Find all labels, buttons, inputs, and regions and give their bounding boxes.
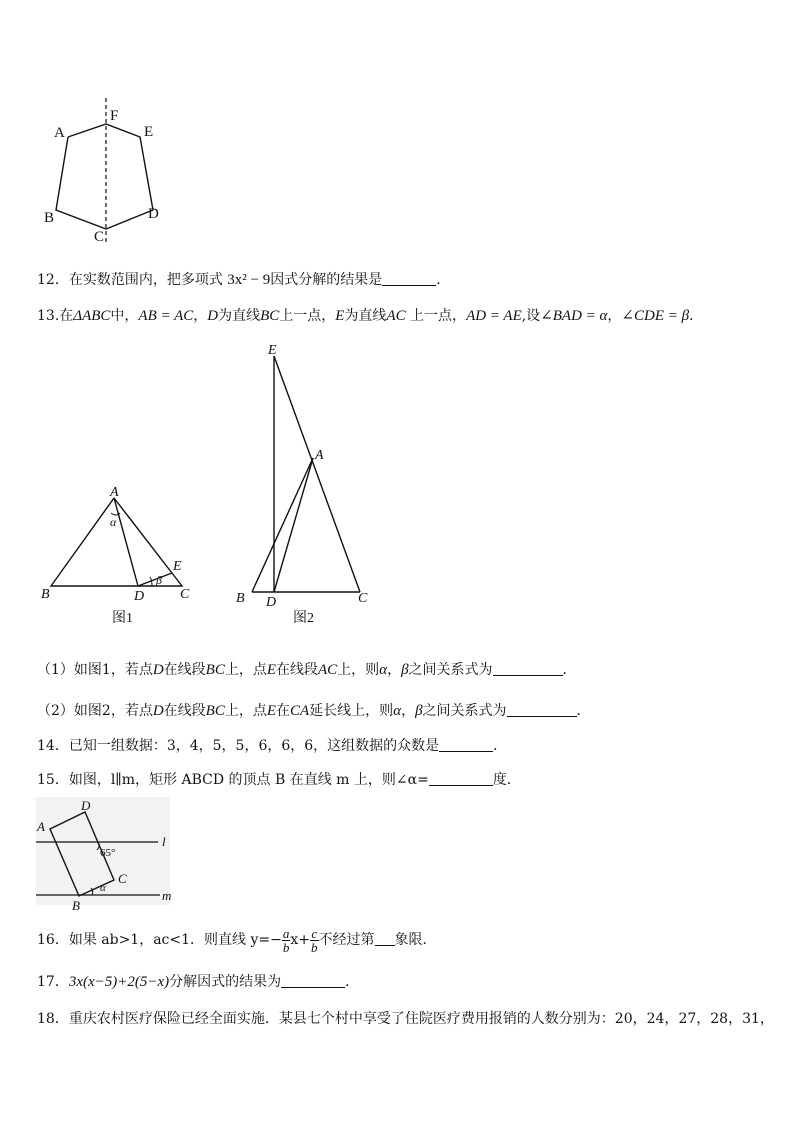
- question-14: 14．已知一组数据：3，4，5，5，6，6，6，这组数据的众数是 ．: [37, 738, 508, 754]
- q13-figures: [34, 338, 374, 633]
- question-13-part-1: （1）如图1，若点D在线段BC上，点E在线段AC上，则α，β之间关系式为 ．: [37, 662, 577, 678]
- answer-blank[interactable]: [493, 661, 563, 676]
- q12-expression: 3x² − 9: [227, 272, 271, 288]
- q15-angle-label: 65°: [100, 847, 116, 859]
- fraction-a-over-b: $\frac{a}{b}$: [282, 925, 290, 955]
- answer-blank[interactable]: [375, 931, 395, 946]
- question-18: 18．重庆农村医疗保险已经全面实施．某县七个村中享受了住院医疗费用报销的人数分别为：20，24，27，28，31，: [37, 1011, 774, 1027]
- q15-alpha: α: [100, 882, 106, 894]
- hexagon-label-e: E: [144, 124, 154, 140]
- fig2-label-d: D: [266, 595, 277, 610]
- fig2-label-c: C: [358, 591, 368, 606]
- answer-blank[interactable]: [281, 973, 345, 988]
- hexagon-label-b: B: [44, 210, 55, 226]
- hexagon-label-a: A: [54, 125, 65, 141]
- fig1-label-d: D: [134, 589, 145, 604]
- fig1-label-c: C: [180, 587, 190, 602]
- fig2-label-a: A: [315, 448, 324, 463]
- answer-blank[interactable]: [382, 271, 436, 286]
- question-15: 15．如图，l∥m，矩形 ABCD 的顶点 B 在直线 m 上，则∠α= 度．: [37, 772, 521, 788]
- answer-blank[interactable]: [507, 702, 577, 717]
- hexagon-figure: [38, 92, 178, 247]
- question-16: 16．如果 ab>1，ac<1．则直线 y=− $\frac{a}{b}$ x+ $\frac{c}{b}$ 不经过第 象限．: [37, 925, 437, 955]
- question-12: 12．在实数范围内，把多项式 3x² − 9因式分解的结果是 ．: [37, 272, 451, 288]
- q15-figure: [36, 797, 186, 912]
- question-13-part-2: （2）如图2，若点D在线段BC上，点E在CA延长线上，则α，β之间关系式为 ．: [37, 703, 591, 719]
- question-17: 17．3x(x−5)+2(5−x)分解因式的结果为 ．: [37, 974, 360, 990]
- q15-label-b: B: [72, 898, 80, 912]
- q15-label-d: D: [81, 798, 91, 813]
- q15-label-m: m: [162, 888, 172, 903]
- answer-blank[interactable]: [429, 771, 493, 786]
- fig2-caption: 图2: [293, 611, 314, 626]
- question-13: 13.在ΔABC中，AB = AC，D为直线BC上一点，E为直线AC 上一点，AD = AE,设∠BAD = α，∠CDE = β．: [37, 308, 704, 324]
- fraction-c-over-b: $\frac{c}{b}$: [311, 925, 318, 955]
- fig1-label-a: A: [110, 485, 119, 500]
- q15-label-a: A: [37, 819, 45, 834]
- fig1-caption: 图1: [112, 611, 133, 626]
- fig2-label-e: E: [268, 343, 277, 358]
- fig2-label-b: B: [236, 591, 245, 606]
- q15-label-c: C: [118, 871, 127, 886]
- hexagon-label-d: D: [148, 206, 159, 222]
- q15-label-l: l: [162, 834, 166, 849]
- answer-blank[interactable]: [439, 737, 493, 752]
- fig1-label-b: B: [41, 587, 50, 602]
- fig1-beta: β: [156, 573, 162, 587]
- fig1-alpha: α: [110, 515, 117, 529]
- hexagon-label-f: F: [110, 108, 119, 124]
- fig1-label-e: E: [173, 559, 182, 574]
- hexagon-label-c: C: [94, 229, 105, 245]
- q17-expression: 3x(x−5)+2(5−x): [68, 974, 170, 990]
